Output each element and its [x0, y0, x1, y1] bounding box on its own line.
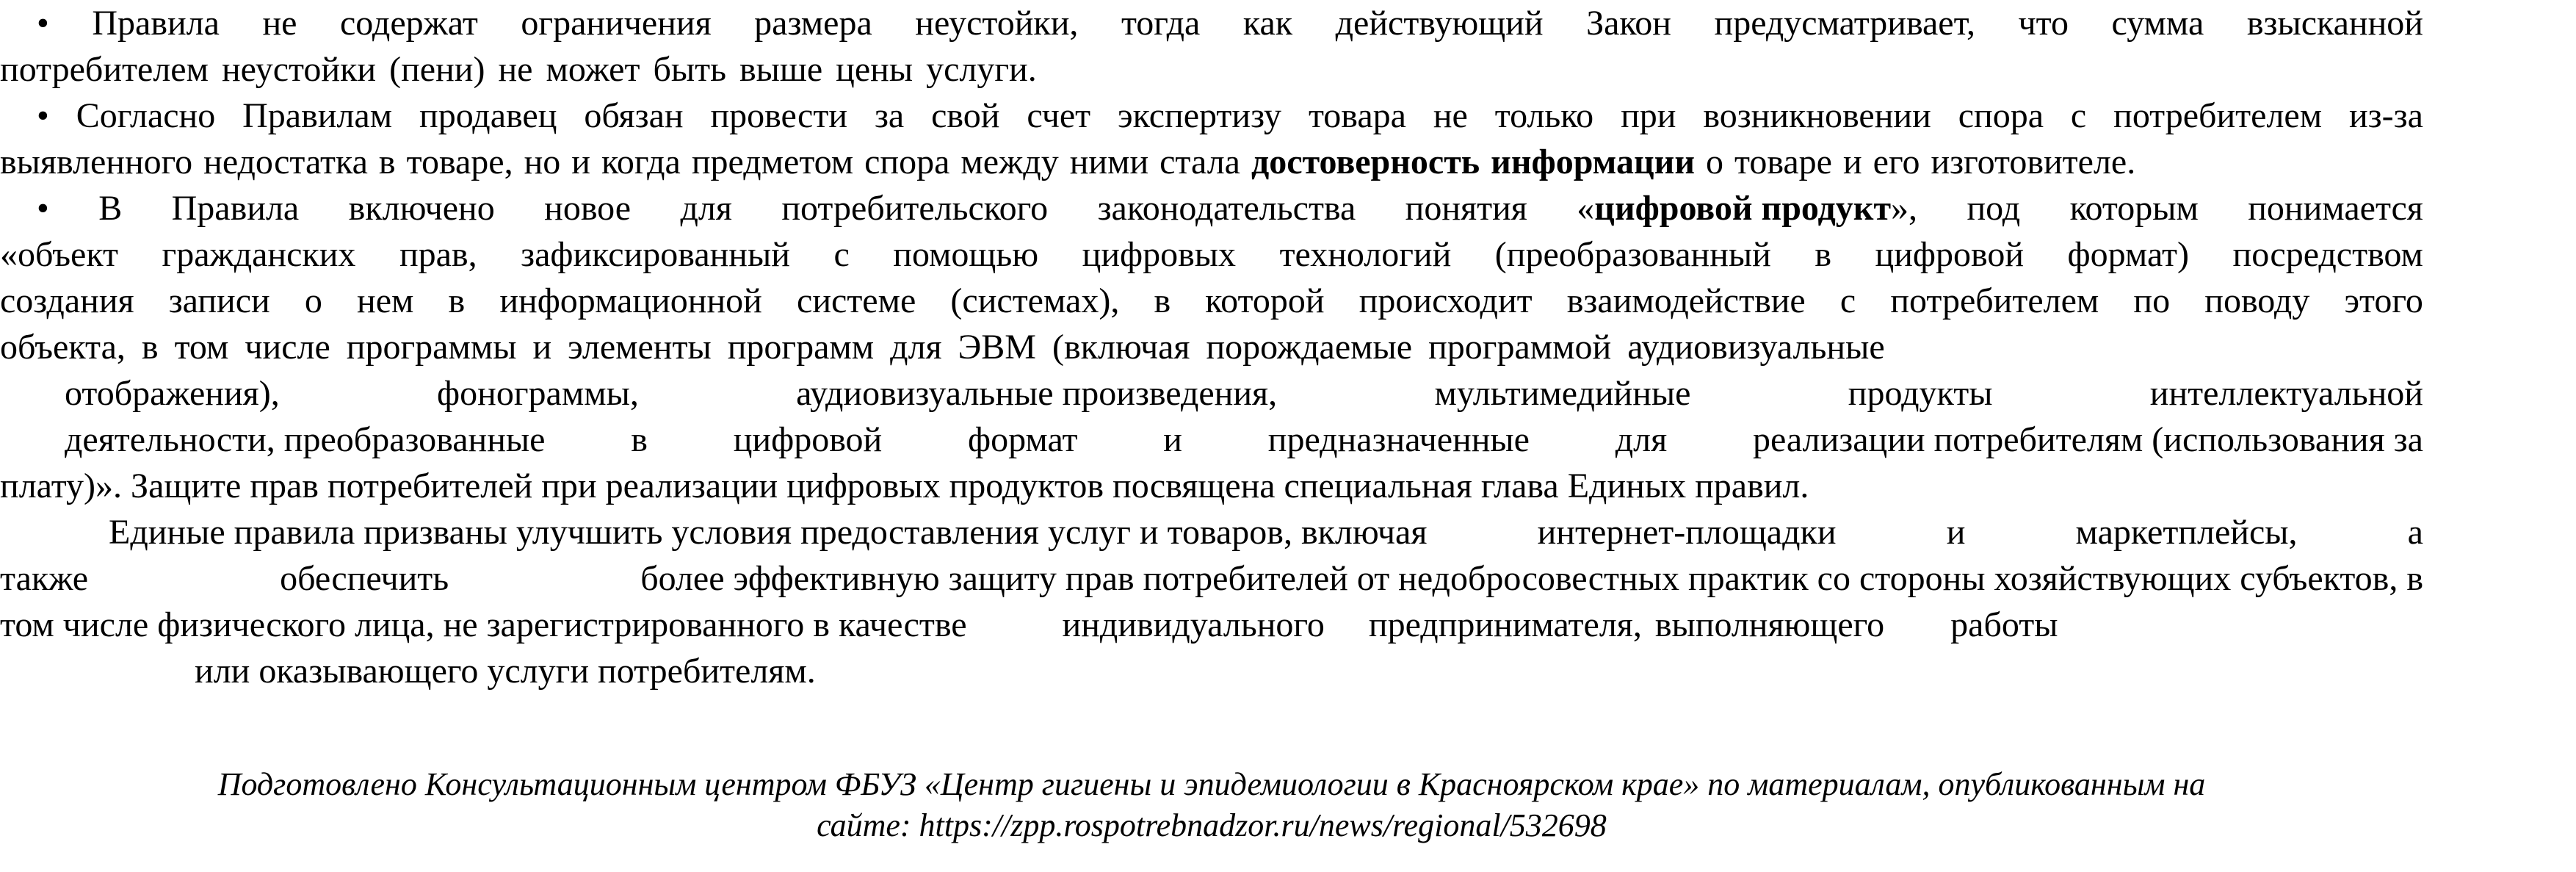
word: по [2133, 281, 2171, 320]
bullet-marker: • [37, 4, 49, 43]
bullet-3-line-2 [0, 231, 2423, 278]
words [65, 417, 2423, 463]
word: услуги. [926, 50, 1037, 89]
word: зафиксированный [521, 235, 790, 274]
paragraph-line-1 [0, 509, 2423, 555]
bullet-marker: • [37, 96, 49, 135]
word: реализации потребителям (использования за [1753, 420, 2423, 459]
word: сумма [2111, 4, 2204, 43]
word: формат) [2067, 235, 2189, 274]
bullet-item-1 [0, 0, 2423, 93]
word: Правилам [242, 96, 393, 135]
word: и [1163, 420, 1182, 459]
word: товара [1308, 96, 1406, 135]
word: как [1242, 4, 1293, 43]
bold-term: цифровой продукт [1594, 189, 1892, 228]
word: Правила [171, 189, 300, 228]
word: аудиовизуальные произведения, [796, 374, 1278, 413]
word: продукты [1848, 374, 1993, 413]
word: (пени) [389, 50, 485, 89]
words [0, 0, 2423, 46]
word: помощью [893, 235, 1039, 274]
words [109, 509, 2423, 555]
words [65, 370, 2423, 417]
word: не [1433, 96, 1468, 135]
paragraph-line-2 [0, 555, 2423, 602]
word: деятельности, преобразованные [65, 420, 546, 459]
bullet-item-3 [0, 185, 2423, 509]
word: поводу [2204, 281, 2310, 320]
words [0, 185, 2423, 231]
bullet-3-line-3 [0, 278, 2423, 324]
word: потребителем [1890, 281, 2099, 320]
word: прав, [399, 235, 477, 274]
word: спора [1958, 96, 2044, 135]
bullet-2-line-2 [0, 139, 2423, 185]
word: из-за [2348, 96, 2423, 135]
word: создания [0, 281, 134, 320]
word: содержат [339, 4, 478, 43]
text: о товаре и его изготовителе. [1706, 143, 2136, 181]
words [0, 278, 2423, 324]
text: плату)». Защите прав потребителей при реализации цифровых продуктов посвящена специальная глава Единых правил. [0, 466, 1809, 505]
word: провести [710, 96, 848, 135]
bullet-3-line-7 [0, 463, 2423, 509]
word: потребителем [2113, 96, 2323, 135]
word: нем [357, 281, 414, 320]
word: индивидуального [1062, 605, 1325, 644]
word: что [2018, 4, 2069, 43]
words [0, 555, 2423, 602]
word: посредством [2232, 235, 2423, 274]
word: для [680, 189, 732, 228]
word: работы [1950, 605, 2058, 644]
bullet-1-line-1 [0, 0, 2423, 46]
word: в [1154, 281, 1171, 320]
word: с [1839, 281, 1856, 320]
word: за [874, 96, 905, 135]
word: (преобразованный [1494, 235, 1771, 274]
word: с [2070, 96, 2087, 135]
word: цифровой [1875, 235, 2025, 274]
word: обязан [584, 96, 684, 135]
word: взысканной [2246, 4, 2423, 43]
quoted-term: «цифровой продукт», [1577, 189, 1918, 228]
paragraph-line-4 [0, 648, 2423, 694]
bullet-3-line-6 [0, 417, 2423, 463]
word: продавец [419, 96, 557, 135]
word: быть [653, 50, 726, 89]
word: законодательства [1097, 189, 1356, 228]
word: в [631, 420, 648, 459]
word: происходит [1358, 281, 1533, 320]
text: выявленного недостатка в товаре, но и когда предметом спора между ними стала [0, 143, 1240, 181]
word: понятия [1405, 189, 1527, 228]
word: мультимедийные [1434, 374, 1691, 413]
word: системе [797, 281, 916, 320]
word: предназначенные [1267, 420, 1530, 459]
word: неустойки, [915, 4, 1079, 43]
word: которой [1205, 281, 1325, 320]
word: возникновении [1703, 96, 1931, 135]
word: В [98, 189, 123, 228]
word: не [498, 50, 533, 89]
word: Закон [1586, 4, 1671, 43]
word: отображения), [65, 374, 280, 413]
word: потребительского [781, 189, 1049, 228]
word: размера [754, 4, 872, 43]
word: свой [931, 96, 1000, 135]
word: с [833, 235, 850, 274]
word: ограничения [521, 4, 712, 43]
source-footer [0, 764, 2423, 846]
word: формат [968, 420, 1078, 459]
word: предусматривает, [1714, 4, 1975, 43]
word: (системах), [950, 281, 1120, 320]
bullet-3-line-1 [0, 185, 2423, 231]
footer-line-2: сайте: https://zpp.rospotrebnadzor.ru/news/regional/532698 [817, 807, 1607, 843]
words [0, 231, 2423, 278]
word: неустойки [221, 50, 377, 89]
word: экспертизу [1118, 96, 1282, 135]
word: «объект [0, 235, 119, 274]
word: понимается [2248, 189, 2423, 228]
bold-term: достоверность информации [1251, 143, 1695, 181]
paragraph-line-3 [0, 602, 2423, 648]
word: выше [739, 50, 823, 89]
word: может [546, 50, 640, 89]
word: тогда [1121, 4, 1201, 43]
word: которым [2069, 189, 2199, 228]
word: цены [836, 50, 913, 89]
word: также [0, 559, 89, 598]
word: в [1815, 235, 1832, 274]
word: только [1494, 96, 1594, 135]
text: более эффективную защиту прав потребителей от недобросовестных практик со стороны хозяйствующих субъектов, в [640, 559, 2423, 598]
word: этого [2344, 281, 2423, 320]
word: для [1615, 420, 1668, 459]
word: Правила [92, 4, 220, 43]
word: интеллектуальной [2149, 374, 2423, 413]
word: взаимодействие [1566, 281, 1806, 320]
bullet-3-line-5 [0, 370, 2423, 417]
bullet-3-line-4 [0, 324, 2423, 370]
word: действующий [1335, 4, 1544, 43]
word: о [304, 281, 322, 320]
word: в [448, 281, 466, 320]
text: объекта, в том числе программы и элементы программ для ЭВМ (включая порождаемые программой аудиовизуальные [0, 328, 1885, 367]
word: включено [348, 189, 495, 228]
paragraph [0, 509, 2423, 694]
word: цифровой [733, 420, 883, 459]
bullet-1-line-2 [0, 46, 2423, 93]
word: счет [1027, 96, 1091, 135]
text: или оказывающего услуги потребителям. [195, 652, 816, 691]
word: не [262, 4, 297, 43]
word: при [1621, 96, 1676, 135]
word: гражданских [162, 235, 356, 274]
word: Согласно [76, 96, 216, 135]
text: предпринимателя, выполняющего [1368, 605, 1885, 644]
bullet-item-2 [0, 93, 2423, 185]
bullet-2-line-1 [0, 93, 2423, 139]
word: под [1967, 189, 2021, 228]
word: записи [168, 281, 270, 320]
word: маркетплейсы, [2075, 513, 2298, 552]
word: фонограммы, [437, 374, 639, 413]
word: информационной [499, 281, 762, 320]
bullet-marker: • [37, 189, 49, 228]
word: потребителем [0, 50, 209, 89]
word: обеспечить [280, 559, 449, 598]
word: новое [544, 189, 632, 228]
words [0, 93, 2423, 139]
text: том числе физического лица, не зарегистрированного в качестве [0, 605, 967, 644]
footer-line-1: Подготовлено Консультационным центром ФБУЗ «Центр гигиены и эпидемиологии в Красноярском крае» по материалам, опубликованным на [217, 766, 2206, 802]
word: цифровых [1082, 235, 1237, 274]
word: и [1946, 513, 1966, 552]
word: технологий [1279, 235, 1452, 274]
text: Единые правила призваны улучшить условия предоставления услуг и товаров, включая [109, 513, 1428, 552]
word: а [2407, 513, 2423, 552]
word: интернет-площадки [1537, 513, 1837, 552]
